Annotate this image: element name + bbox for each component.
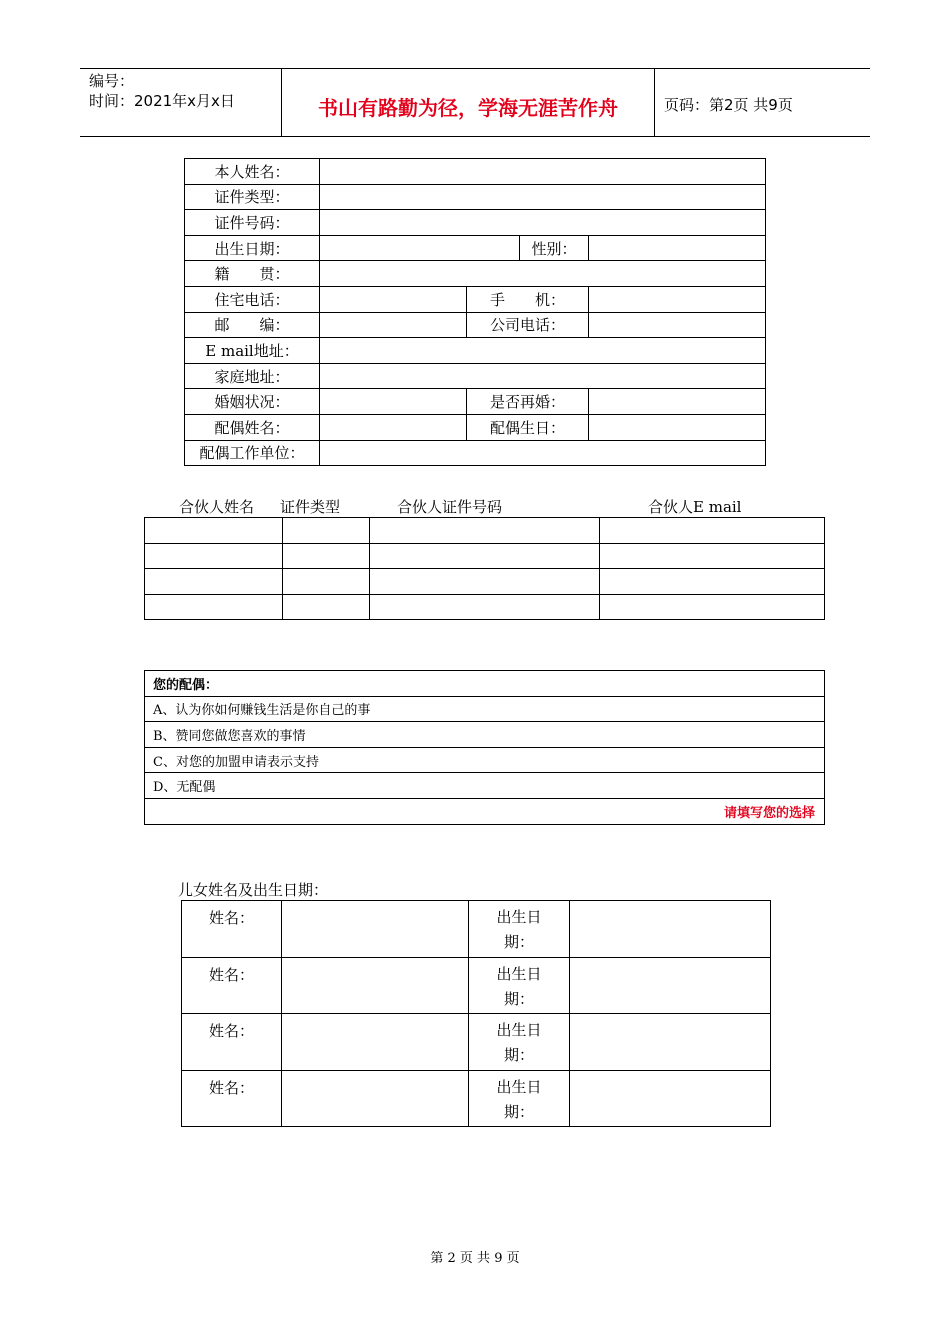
child-name-field[interactable] (282, 1014, 469, 1071)
partner-email-cell[interactable] (600, 543, 825, 569)
child-name-field[interactable] (282, 1070, 469, 1127)
child-birth-field[interactable] (570, 1070, 771, 1127)
partner-id-type-cell[interactable] (283, 594, 370, 620)
children-heading: 儿女姓名及出生日期： (178, 881, 329, 899)
partner-id-number-cell[interactable] (370, 569, 600, 595)
spouse-birthday-field[interactable] (589, 414, 766, 440)
header-divider (654, 68, 655, 136)
spouse-name-field[interactable] (320, 414, 467, 440)
page-label: 页码：第2页 共9页 (664, 96, 793, 114)
partner-id-number-cell[interactable] (370, 594, 600, 620)
child-birth-label-line2: 期： (503, 933, 534, 951)
name-label: 本人姓名： (185, 159, 320, 185)
contact-table (184, 286, 766, 466)
child-name-label: 姓名： (182, 1070, 282, 1127)
page-footer: 第 2 页 共 9 页 (430, 1251, 520, 1266)
gender-field[interactable] (589, 235, 766, 261)
partner-email-cell[interactable] (600, 569, 825, 595)
marital-field[interactable] (320, 389, 467, 415)
id-number-field[interactable] (320, 210, 766, 236)
spouse-option-a[interactable]: A、认为你如何赚钱生活是你自己的事 (145, 696, 825, 722)
child-birth-label-line1: 出生日 (496, 964, 542, 983)
child-birth-field[interactable] (570, 901, 771, 958)
spouse-option-c[interactable]: C、对您的加盟申请表示支持 (145, 747, 825, 773)
office-phone-field[interactable] (589, 312, 766, 338)
child-birth-label-line2: 期： (503, 989, 534, 1008)
date-label: 时间：2021年x月x日 (89, 92, 235, 110)
child-birth-label (469, 1014, 570, 1071)
personal-info-table (184, 158, 766, 287)
partner-name-cell[interactable] (145, 594, 283, 620)
home-address-label: 家庭地址： (185, 363, 320, 389)
motto: 书山有路勤为径，学海无涯苦作舟 (318, 96, 618, 120)
table-row (145, 569, 825, 595)
child-birth-label (469, 901, 570, 958)
postcode-field[interactable] (320, 312, 467, 338)
partner-id-number-cell[interactable] (370, 543, 600, 569)
birth-date-field[interactable] (320, 235, 520, 261)
spouse-choice-field[interactable]: 请填写您的选择 (145, 798, 825, 824)
home-phone-label: 住宅电话： (185, 287, 320, 313)
table-row (145, 518, 825, 544)
table-row (145, 594, 825, 620)
header-bottom-rule (80, 136, 870, 137)
partner-email-cell[interactable] (600, 518, 825, 544)
spouse-employer-label: 配偶工作单位： (185, 440, 320, 466)
home-phone-field[interactable] (320, 287, 467, 313)
partner-id-type-cell[interactable] (283, 543, 370, 569)
table-row (182, 957, 771, 1014)
partner-id-type-cell[interactable] (283, 518, 370, 544)
id-type-label: 证件类型： (185, 184, 320, 210)
spouse-employer-field[interactable] (320, 440, 766, 466)
children-table (181, 900, 771, 1127)
partner-name-cell[interactable] (145, 569, 283, 595)
name-field[interactable] (320, 159, 766, 185)
partner-id-type-cell[interactable] (283, 569, 370, 595)
spouse-question-table (144, 670, 825, 825)
child-birth-label-line1: 出生日 (496, 908, 542, 926)
birth-date-label: 出生日期： (185, 235, 320, 261)
child-birth-label-line2: 期： (503, 1046, 534, 1064)
table-row (145, 543, 825, 569)
child-birth-label (469, 957, 570, 1014)
marital-label: 婚姻状况： (185, 389, 320, 415)
spouse-birthday-label: 配偶生日： (467, 414, 589, 440)
remarried-field[interactable] (589, 389, 766, 415)
child-birth-label-line2: 期： (503, 1102, 534, 1121)
mobile-label: 手 机： (467, 287, 589, 313)
child-name-label: 姓名： (182, 957, 282, 1014)
origin-field[interactable] (320, 261, 766, 287)
child-name-field[interactable] (282, 901, 469, 958)
child-birth-field[interactable] (570, 957, 771, 1014)
partner-col-id-number: 合伙人证件号码 (397, 498, 503, 516)
partner-name-cell[interactable] (145, 543, 283, 569)
origin-label: 籍 贯： (185, 261, 320, 287)
spouse-option-b[interactable]: B、赞同您做您喜欢的事情 (145, 722, 825, 748)
partner-table (144, 517, 825, 620)
spouse-option-d[interactable]: D、无配偶 (145, 773, 825, 799)
id-number-label: 证件号码： (185, 210, 320, 236)
remarried-label: 是否再婚： (467, 389, 589, 415)
child-birth-label (469, 1070, 570, 1127)
child-name-field[interactable] (282, 957, 469, 1014)
spouse-question-title: 您的配偶： (145, 671, 825, 697)
mobile-field[interactable] (589, 287, 766, 313)
partner-col-email: 合伙人E mail (648, 498, 742, 516)
partner-name-cell[interactable] (145, 518, 283, 544)
spouse-name-label: 配偶姓名： (185, 414, 320, 440)
partner-col-id-type: 证件类型 (280, 498, 341, 516)
partner-id-number-cell[interactable] (370, 518, 600, 544)
table-row (182, 1070, 771, 1127)
gender-label: 性别： (520, 235, 589, 261)
child-birth-field[interactable] (570, 1014, 771, 1071)
child-birth-label-line1: 出生日 (496, 1021, 542, 1039)
child-name-label: 姓名： (182, 901, 282, 958)
office-phone-label: 公司电话： (467, 312, 589, 338)
home-address-field[interactable] (320, 363, 766, 389)
email-field[interactable] (320, 338, 766, 364)
child-name-label: 姓名： (182, 1014, 282, 1071)
header-top-rule (80, 68, 870, 69)
email-label: E mail地址： (185, 338, 320, 364)
partner-email-cell[interactable] (600, 594, 825, 620)
table-row (182, 1014, 771, 1071)
id-type-field[interactable] (320, 184, 766, 210)
table-row (182, 901, 771, 958)
child-birth-label-line1: 出生日 (496, 1077, 542, 1096)
partner-col-name: 合伙人姓名 (179, 498, 255, 516)
serial-label: 编号： (89, 72, 135, 90)
postcode-label: 邮 编： (185, 312, 320, 338)
